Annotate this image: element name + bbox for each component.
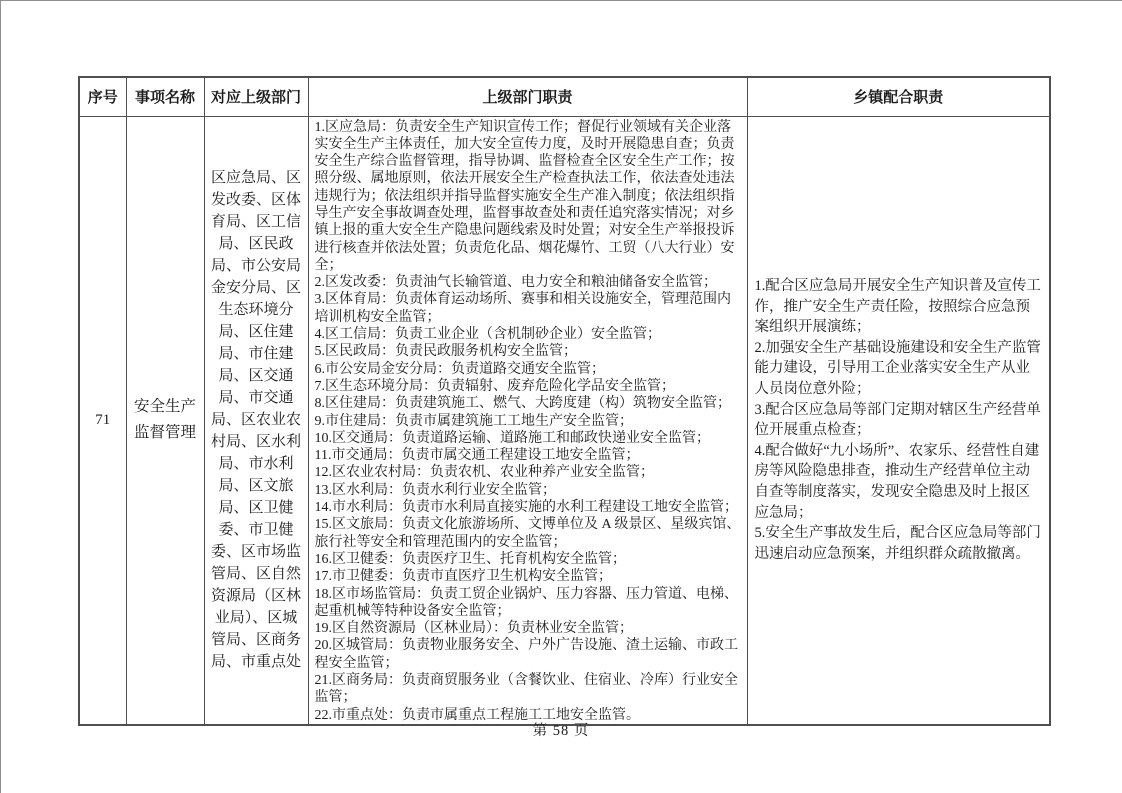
duty-item: 18.区市场监管局：负责工贸企业锅炉、压力容器、压力管道、电梯、起重机械等特种设备安全监管；	[314, 586, 738, 619]
superior-duty-list	[315, 119, 742, 724]
duty-item: 12.区农业农村局：负责农机、农业种养产业安全监管；	[314, 465, 654, 481]
header-seq: 序号	[79, 77, 126, 116]
duty-item: 5.区民政局：负责民政服务机构安全监管；	[314, 344, 577, 360]
duty-item: 20.区城管局：负责物业服务安全、户外广告设施、渣土运输、市政工程安全监管；	[314, 638, 738, 671]
duty-item: 13.区水利局：负责水利行业安全监管；	[314, 482, 556, 498]
header-superior-departments: 对应上级部门	[204, 77, 308, 116]
table-row	[79, 116, 1050, 725]
duty-item: 16.区卫健委：负责医疗卫生、托育机构安全监管；	[314, 551, 626, 567]
cell-township-duties	[747, 116, 1050, 725]
cell-superior-duties	[308, 116, 747, 725]
cell-superior-departments: 区应急局、区发改委、区体育局、区工信局、区民政局、市公安局金安分局、区生态环境分局、区住建局、市住建局、区交通局、市交通局、区农业农村局、区水利局、市水利局、区文旅局、区卫健委、市卫健委、区市场监管局、区自然资源局（区林业局）、区城管局、区商务局、市重点处	[204, 116, 308, 725]
duty-item: 3.配合区应急局等部门定期对辖区生产经营单位开展重点检查；	[754, 401, 1041, 439]
duties-table	[78, 76, 1051, 726]
cell-item-name: 安全生产监督管理	[126, 116, 204, 725]
header-item-name: 事项名称	[126, 77, 204, 116]
duty-item: 11.市交通局：负责市属交通工程建设工地安全监管；	[314, 448, 640, 464]
duty-item: 5.安全生产事故发生后，配合区应急局等部门迅速启动应急预案，并组织群众疏散撤离。	[754, 525, 1041, 562]
duty-item: 17.市卫健委：负责市直医疗卫生机构安全监管；	[314, 569, 612, 585]
page-number: 第 58 页	[532, 723, 590, 739]
duty-item: 10.区交通局：负责道路运输、道路施工和邮政快递业安全监管；	[314, 430, 710, 446]
duty-item: 7.区生态环境分局：负责辐射、废弃危险化学品安全监管；	[314, 378, 675, 394]
duty-item: 19.区自然资源局（区林业局）：负责林业安全监管；	[314, 621, 633, 637]
cell-seq-number: 71	[79, 116, 126, 725]
header-superior-duties: 上级部门职责	[308, 77, 747, 116]
table-header-row	[79, 77, 1050, 116]
township-duty-list	[755, 276, 1043, 564]
duty-item: 14.市水利局：负责市水利局直接实施的水利工程建设工地安全监管；	[314, 500, 738, 516]
duty-item: 3.区体育局：负责体育运动场所、赛事和相关设施安全，管理范围内培训机构安全监管；	[314, 292, 731, 325]
duty-item: 6.市公安局金安分局：负责道路交通安全监管；	[314, 361, 605, 377]
duty-item: 21.区商务局：负责商贸服务业（含餐饮业、住宿业、冷库）行业安全监管；	[314, 673, 738, 706]
duty-item: 2.区发改委：负责油气长输管道、电力安全和粮油储备安全监管；	[314, 275, 717, 291]
duty-item: 15.区文旅局：负责文化旅游场所、文博单位及 A 级景区、星级宾馆、旅行社等安全和管理范围内的安全监管；	[314, 517, 741, 550]
duty-item: 8.区住建局：负责建筑施工、燃气、大跨度建（构）筑物安全监管；	[314, 396, 731, 412]
duty-item: 4.配合做好“九小场所”、农家乐、经营性自建房等风险隐患排查，推动生产经营单位主动自查等制度落实，发现安全隐患及时上报区应急局；	[754, 442, 1040, 521]
duty-item: 22.市重点处：负责市属重点工程施工工地安全监管。	[314, 707, 640, 723]
duty-item: 2.加强安全生产基础设施建设和安全生产监管能力建设，引导用工企业落实安全生产从业人员岗位意外险；	[754, 339, 1041, 397]
duty-item: 9.市住建局：负责市属建筑施工工地生产安全监管；	[314, 413, 633, 429]
duty-item: 1.区应急局：负责安全生产知识宣传工作；督促行业领域有关企业落实安全生产主体责任，加大安全宣传力度，及时开展隐患自查；负责安全生产综合监督管理，指导协调、监督检查全区安全生产工作；按照分级、属地原则，依法开展安全生产检查执法工作，依法查处违法违规行为；依法组织并指导监督实施安全生产准入制度；依法组织指导生产安全事故调查处理，监督事故查处和责任追究落实情况；对乡镇上报的重大安全生产隐患问题线索及时处置；对安全生产举报投诉进行核查并依法处置；负责危化品、烟花爆竹、工贸（八大行业）安全；	[314, 119, 735, 273]
header-township-duties: 乡镇配合职责	[747, 77, 1050, 116]
duty-item: 4.区工信局：负责工业企业（含机制砂企业）安全监管；	[314, 327, 661, 343]
duty-item: 1.配合区应急局开展安全生产知识普及宣传工作，推广安全生产责任险，按照综合应急预案组织开展演练；	[754, 278, 1041, 336]
